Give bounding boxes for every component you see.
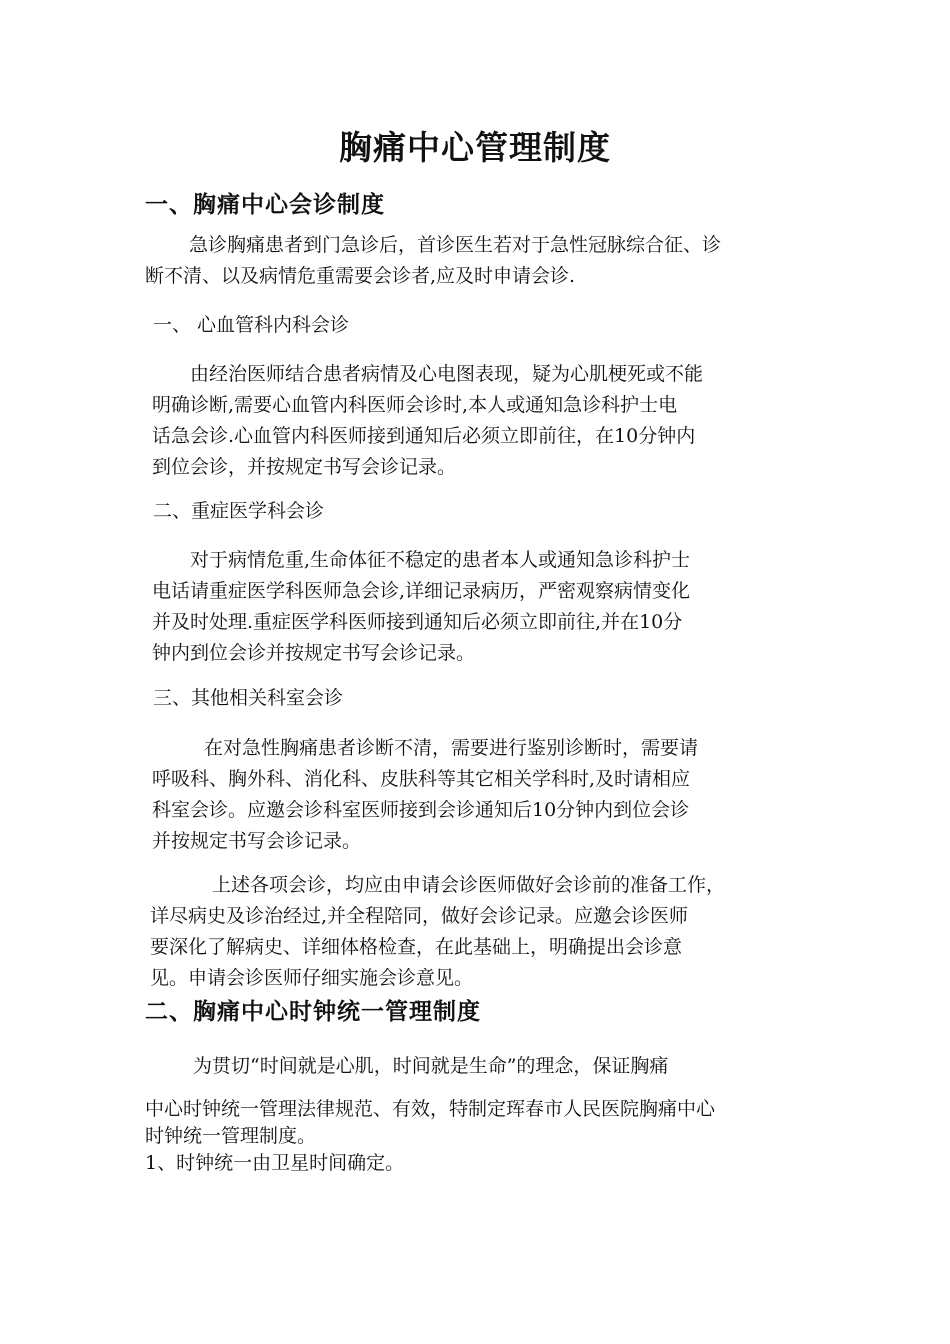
paragraph-line: 呼吸科、胸外科、消化科、皮肤科等其它相关学科时,及时请相应 xyxy=(152,768,691,790)
closing-paragraph xyxy=(150,870,725,994)
paragraph-line: 上述各项会诊，均应由申请会诊医师做好会诊前的准备工作， xyxy=(212,874,726,896)
paragraph-line: 要深化了解病史、详细体格检查，在此基础上，明确提出会诊意 xyxy=(150,936,683,958)
paragraph-line: 由经治医师结合患者病情及心电图表现，疑为心肌梗死或不能 xyxy=(190,363,704,385)
cardiology-paragraph xyxy=(152,359,703,483)
paragraph-line: 时钟统一管理制度。 xyxy=(145,1125,317,1147)
paragraph-line: 见。申请会诊医师仔细实施会诊意见。 xyxy=(150,967,474,989)
section-heading-clock: 二、胸痛中心时钟统一管理制度 xyxy=(145,999,481,1025)
paragraph-line: 中心时钟统一管理法律规范、有效，特制定珲春市人民医院胸痛中心 xyxy=(145,1098,716,1120)
section2-intro-paragraph xyxy=(145,1094,715,1175)
paragraph-line: 明确诊断,需要心血管内科医师会诊时,本人或通知急诊科护士电 xyxy=(152,394,678,416)
sub-heading-icu: 二、重症医学科会诊 xyxy=(153,500,325,522)
paragraph-line: 科室会诊。应邀会诊科室医师接到会诊通知后10分钟内到位会诊 xyxy=(152,799,690,821)
sub-heading-other-departments: 三、其他相关科室会诊 xyxy=(153,687,344,709)
sub-heading-cardiology: 一、 心血管科内科会诊 xyxy=(153,314,350,336)
paragraph-line: 钟内到位会诊并按规定书写会诊记录。 xyxy=(152,642,476,664)
paragraph-line: 并按规定书写会诊记录。 xyxy=(152,830,362,852)
paragraph-line: 话急会诊.心血管内科医师接到通知后必须立即前往，在10分钟内 xyxy=(152,425,696,447)
paragraph-line: 并及时处理.重症医学科医师接到通知后必须立即前往,并在10分 xyxy=(152,611,683,633)
paragraph-line: 急诊胸痛患者到门急诊后，首诊医生若对于急性冠脉综合征、诊 xyxy=(189,234,722,256)
paragraph-line: 详尽病史及诊治经过,并全程陪同，做好会诊记录。应邀会诊医师 xyxy=(150,905,689,927)
paragraph-line: 电话请重症医学科医师急会诊,详细记录病历，严密观察病情变化 xyxy=(152,580,691,602)
paragraph-line: 在对急性胸痛患者诊断不清，需要进行鉴别诊断时，需要请 xyxy=(204,737,699,759)
section-heading-consultation: 一、胸痛中心会诊制度 xyxy=(145,192,385,218)
icu-paragraph xyxy=(152,545,690,669)
list-item: 1、时钟统一由卫星时间确定。 xyxy=(145,1152,405,1174)
paragraph-line: 到位会诊，并按规定书写会诊记录。 xyxy=(152,456,457,478)
other-departments-paragraph xyxy=(152,733,698,857)
section2-intro-first-line: 为贯切“时间就是心肌，时间就是生命”的理念，保证胸痛 xyxy=(193,1055,669,1077)
document-title: 胸痛中心管理制度 xyxy=(339,128,611,167)
paragraph-line: 断不清、以及病情危重需要会诊者,应及时申请会诊. xyxy=(145,265,576,287)
paragraph-line: 对于病情危重,生命体征不稳定的患者本人或通知急诊科护士 xyxy=(190,549,691,571)
section1-intro-paragraph xyxy=(145,230,721,292)
